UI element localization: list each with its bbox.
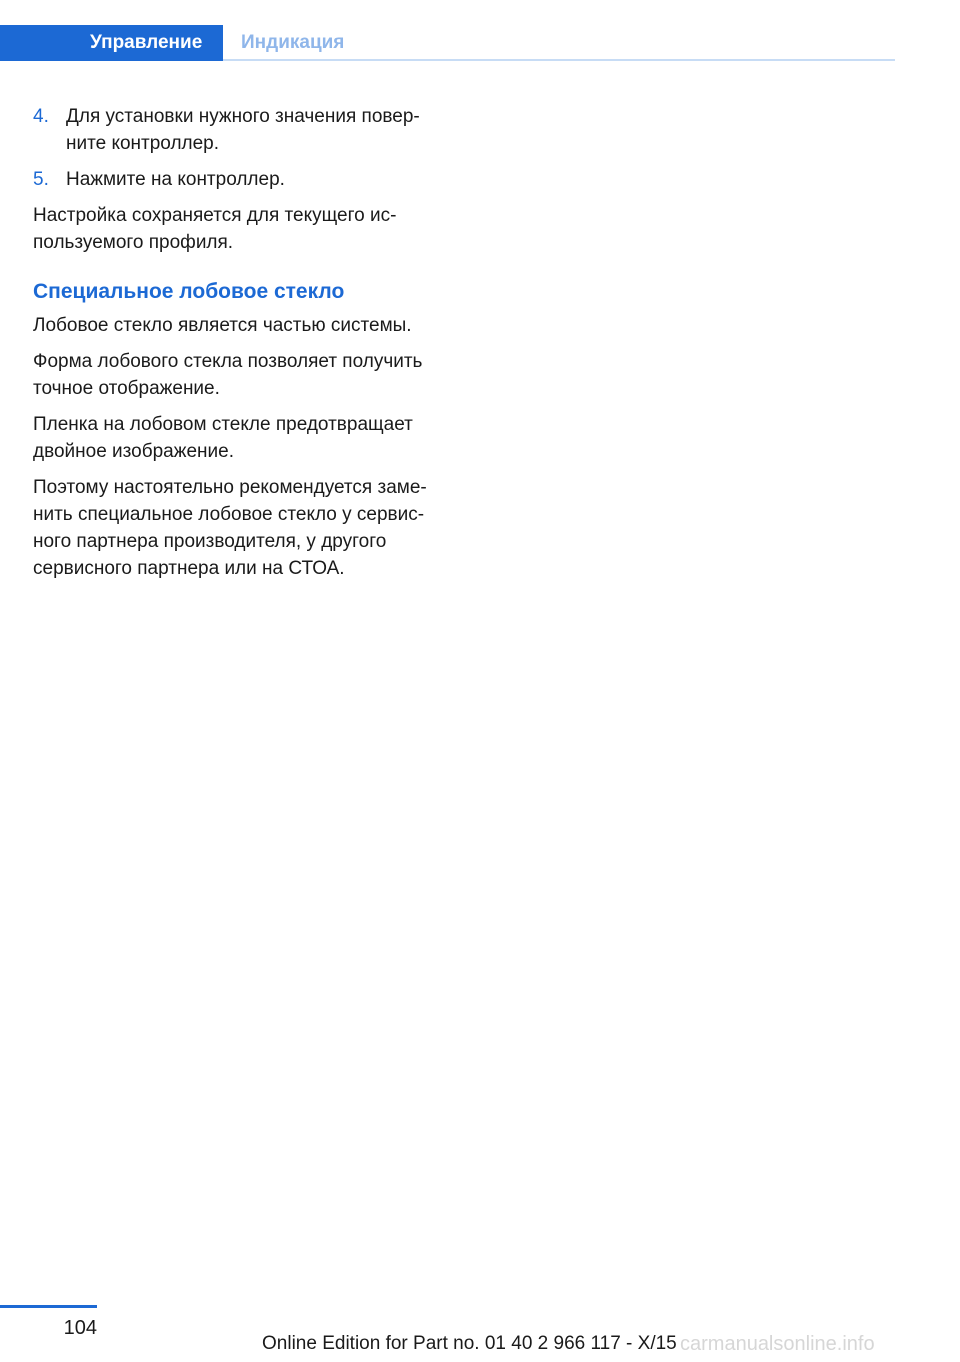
step-text: Для установки нужного значения повер-ните контроллер. <box>66 106 420 154</box>
step-item <box>33 166 453 193</box>
tab-indikatsiya[interactable] <box>241 25 344 61</box>
tab-upravlenie-label: Управление <box>90 32 203 53</box>
body-paragraph: Пленка на лобовом стекле предотвращает двойное изображение. <box>33 414 413 462</box>
step-number: 4. <box>33 106 49 127</box>
section-heading: Специальное лобовое стекло <box>33 280 345 303</box>
tab-upravlenie[interactable] <box>0 25 223 61</box>
header-tabs <box>0 25 895 61</box>
body-paragraph: Поэтому настоятельно рекомендуется заме-нить специальное лобовое стекло у сервис-ного партнера производителя, у другого сервисного партнера или на СТОА. <box>33 477 427 579</box>
note-paragraph: Настройка сохраняется для текущего ис-пользуемого профиля. <box>33 205 397 253</box>
step-item <box>33 103 453 157</box>
main-content <box>33 103 453 591</box>
edition-text: Online Edition for Part no. 01 40 2 966 117 - X/15 <box>262 1333 677 1354</box>
body-paragraph: Форма лобового стекла позволяет получить точное отображение. <box>33 351 423 399</box>
header-divider <box>223 59 895 61</box>
watermark-text: carmanualsonline.info <box>680 1333 875 1355</box>
body-paragraph: Лобовое стекло является частью системы. <box>33 315 412 336</box>
tab-indikatsiya-label: Индикация <box>241 32 345 53</box>
page-number: 104 <box>63 1317 97 1339</box>
step-number: 5. <box>33 169 49 190</box>
footer-divider <box>0 1305 97 1308</box>
step-text: Нажмите на контроллер. <box>66 169 285 190</box>
